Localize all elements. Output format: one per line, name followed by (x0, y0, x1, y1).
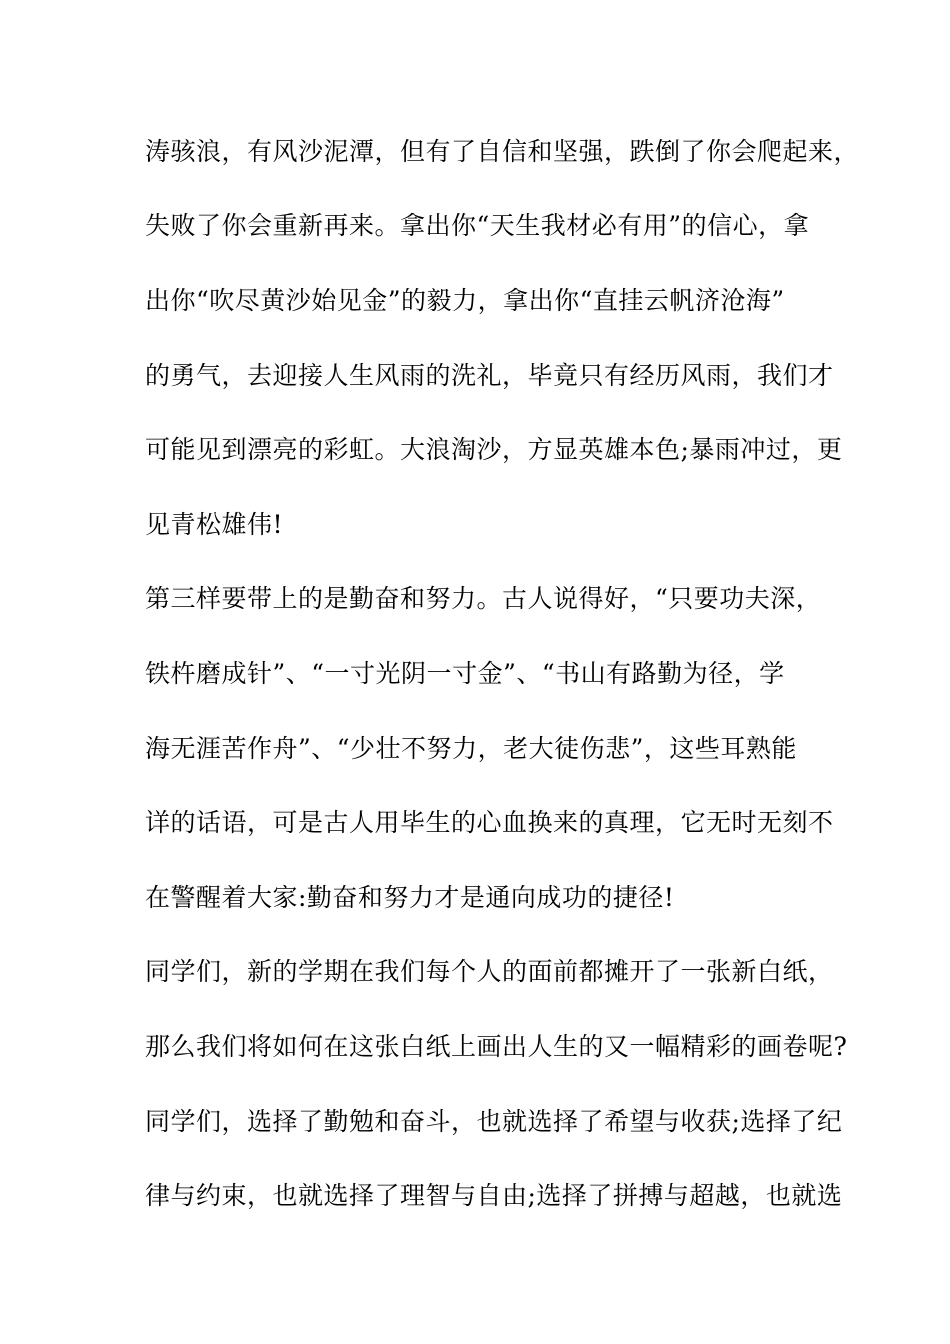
text-line: 可能见到漂亮的彩虹。大浪淘沙，方显英雄本色;暴雨冲过，更 (145, 435, 843, 464)
text-line: 律与约束，也就选择了理智与自由;选择了拼搏与超越，也就选 (145, 1181, 843, 1210)
text-line: 同学们，新的学期在我们每个人的面前都摊开了一张新白纸， (145, 957, 834, 986)
text-line: 第三样要带上的是勤奋和努力。古人说得好，“只要功夫深， (145, 584, 822, 613)
text-line: 见青松雄伟! (145, 510, 284, 539)
text-line: 那么我们将如何在这张白纸上画出人生的又一幅精彩的画卷呢? (145, 1032, 848, 1061)
text-line: 海无涯苦作舟”、“少壮不努力，老大徒伤悲”，这些耳熟能 (145, 734, 797, 763)
text-line: 在警醒着大家:勤奋和努力才是通向成功的捷径! (145, 883, 675, 912)
text-line: 失败了你会重新再来。拿出你“天生我材必有用”的信心，拿 (145, 211, 810, 240)
text-line: 出你“吹尽黄沙始见金”的毅力，拿出你“直挂云帆济沧海” (145, 286, 785, 315)
text-line: 涛骇浪，有风沙泥潭，但有了自信和坚强，跌倒了你会爬起来， (145, 137, 860, 166)
text-line: 详的话语，可是古人用毕生的心血换来的真理，它无时无刻不 (145, 808, 834, 837)
text-line: 铁杵磨成针”、“一寸光阴一寸金”、“书山有路勤为径，学 (145, 659, 785, 688)
text-line: 同学们，选择了勤勉和奋斗，也就选择了希望与收获;选择了纪 (145, 1107, 843, 1136)
text-line: 的勇气，去迎接人生风雨的洗礼，毕竟只有经历风雨，我们才 (145, 361, 834, 390)
